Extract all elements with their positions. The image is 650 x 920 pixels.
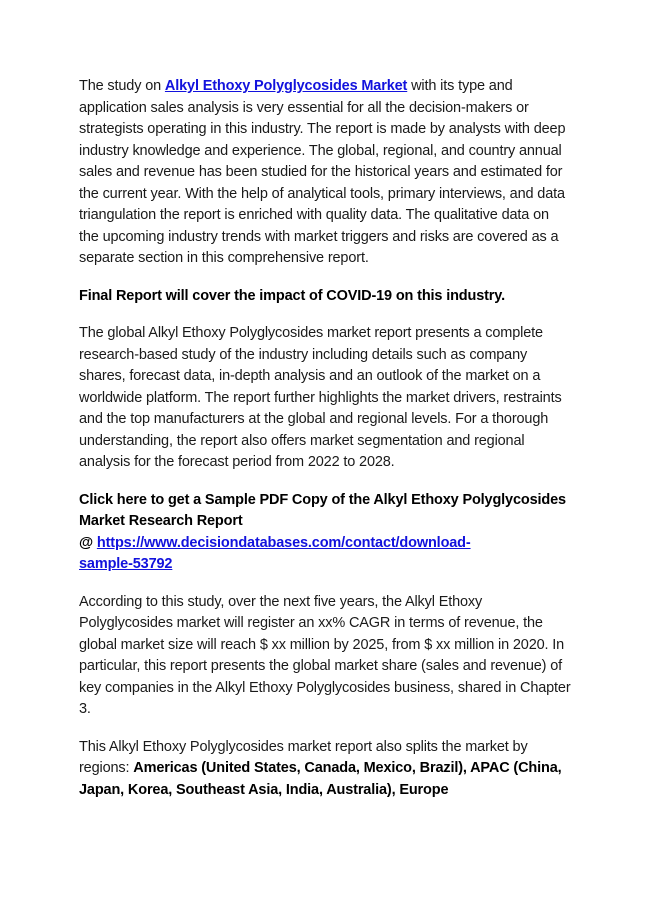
market-report-link[interactable]: Alkyl Ethoxy Polyglycosides Market <box>164 78 408 94</box>
regions-text-plain: This Alkyl Ethoxy Polyglycosides market report also splits the market by regions: <box>79 738 528 776</box>
paragraph-intro <box>79 76 572 270</box>
download-sample-link[interactable] <box>79 535 471 573</box>
intro-text-before-link: The study on <box>79 78 165 94</box>
regions-list-bold: Americas (United States, Canada, Mexico, Brazil), APAC (China, Japan, Korea, Southeast Asia, India, Australia), Europe <box>79 760 562 798</box>
covid-impact-note: Final Report will cover the impact of COVID-19 on this industry. <box>79 287 505 304</box>
paragraph-regions <box>79 737 572 802</box>
download-link-line1: https://www.decisiondatabases.com/contact/download- <box>96 534 471 551</box>
at-symbol-prefix: @ <box>79 534 97 551</box>
paragraph-cagr-forecast: According to this study, over the next five years, the Alkyl Ethoxy Polyglycosides market will register an xx% CAGR in terms of revenue, the global market size will reach $ xx million by 2025, from $ xx million in 2020. In particular, this report presents the global market share (sales and revenue) of key companies in the Alkyl Ethoxy Polyglycosides business, shared in Chapter 3. <box>79 593 571 717</box>
sample-pdf-cta <box>79 490 572 576</box>
sample-pdf-heading: Click here to get a Sample PDF Copy of the Alkyl Ethoxy Polyglycosides Market Research Report <box>79 491 566 529</box>
paragraph-report-overview: The global Alkyl Ethoxy Polyglycosides market report presents a complete research-based study of the industry including details such as company shares, forecast data, in-depth analysis and an outlook of the market on a worldwide platform. The report further highlights the market drivers, restraints and the top manufacturers at the global and regional levels. For a thorough understanding, the report also offers market segmentation and regional analysis for the forecast period from 2022 to 2028. <box>79 325 562 470</box>
download-link-line2: sample-53792 <box>79 556 173 572</box>
intro-text-after-link: with its type and application sales analysis is very essential for all the decision-makers or strategists operating in this industry. The report is made by analysts with deep industry knowledge and experience. The global, regional, and country annual sales and revenue has been studied for the historical years and estimated for the current year. With the help of analytical tools, primary interviews, and data triangulation the report is enriched with quality data. The qualitative data on the upcoming industry trends with market triggers and risks are covered as a separate section in this comprehensive report. <box>79 78 566 266</box>
